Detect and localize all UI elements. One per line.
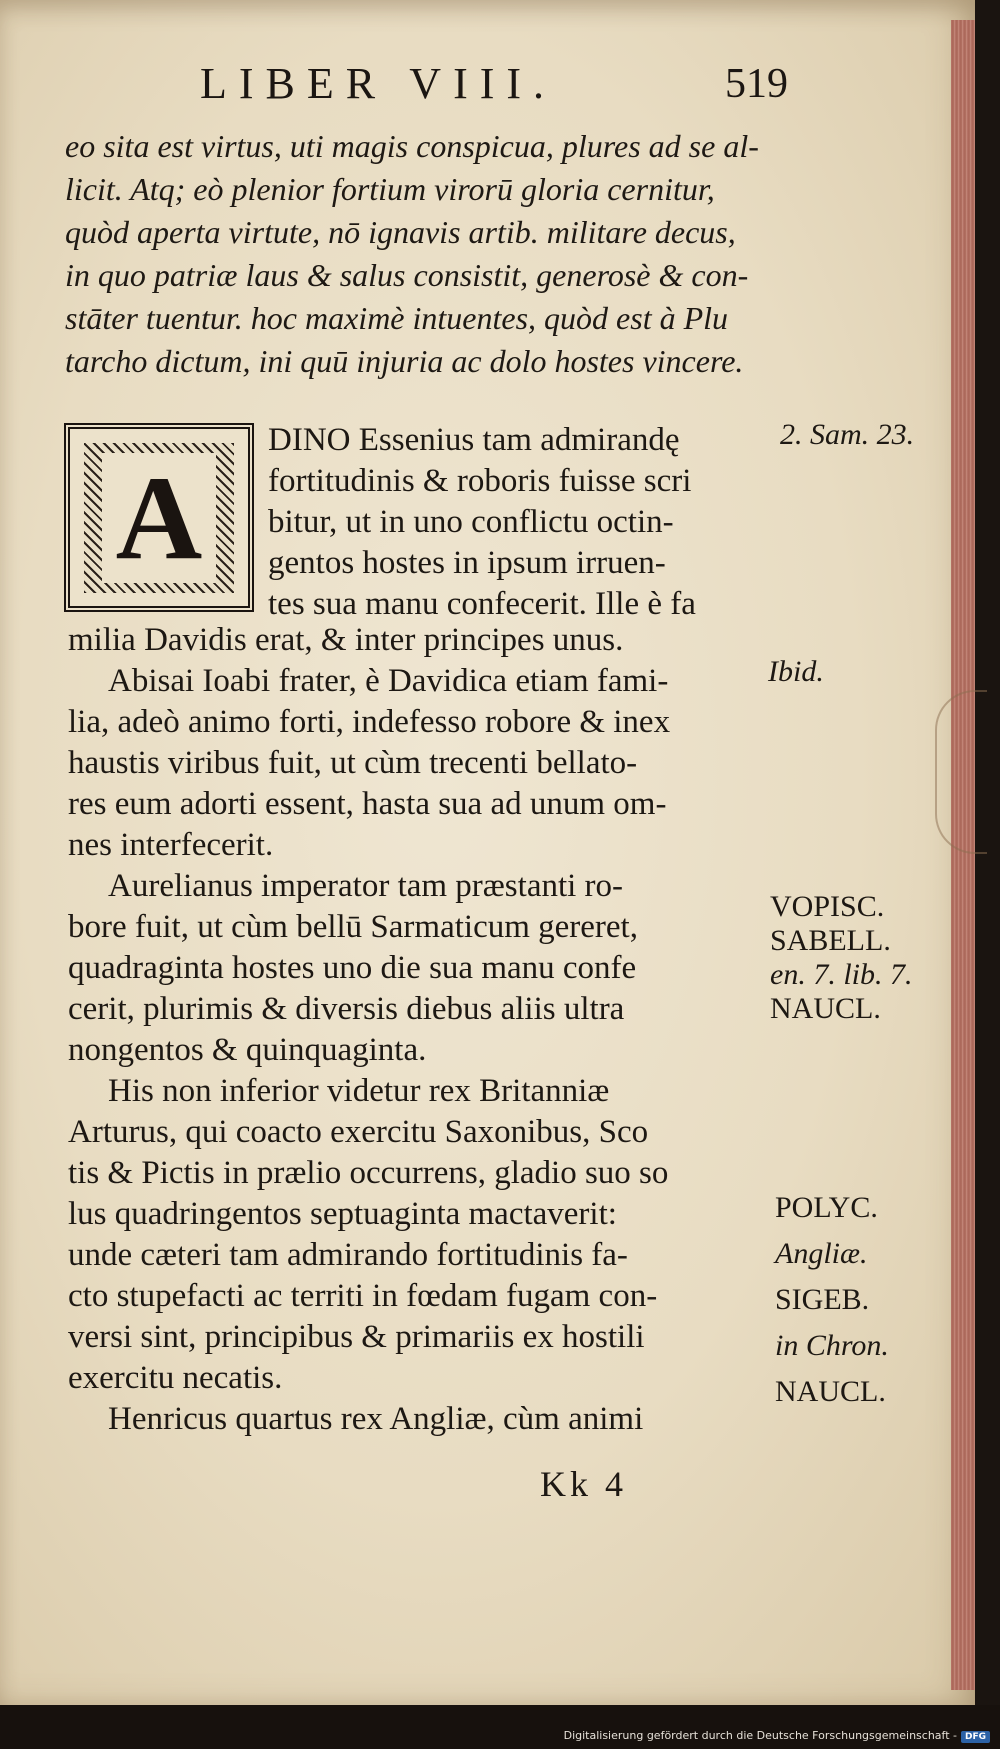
text-line: unde cæteri tam admirando fortitudinis fa- bbox=[68, 1237, 628, 1273]
text-line: haustis viribus fuit, ut cùm trecenti bellato- bbox=[68, 745, 638, 781]
initial-ornament bbox=[84, 443, 234, 593]
text-line: quòd aperta virtute, nō ignavis artib. militare decus, bbox=[65, 214, 736, 250]
text-line: nongentos & quinquaginta. bbox=[68, 1032, 427, 1068]
text-line: milia Davidis erat, & inter principes unus. bbox=[68, 622, 624, 658]
page-number: 519 bbox=[725, 61, 788, 107]
drop-cap-lines bbox=[268, 420, 696, 625]
text-line: tis & Pictis in prælio occurrens, gladio suo so bbox=[68, 1155, 669, 1191]
text-line: exercitu necatis. bbox=[68, 1360, 283, 1396]
italic-paragraph bbox=[65, 125, 785, 383]
text-line: cerit, plurimis & diversis diebus aliis ultra bbox=[68, 991, 625, 1027]
decorated-initial bbox=[64, 423, 254, 612]
text-line: Henricus quartus rex Angliæ, cùm animi bbox=[108, 1401, 644, 1437]
text-line: bore fuit, ut cùm bellū Sarmaticum gereret, bbox=[68, 909, 638, 945]
text-line: tarcho dictum, ini quū injuria ac dolo hostes vincere. bbox=[65, 343, 744, 379]
dfg-logo: DFG bbox=[961, 1731, 990, 1743]
text-line: DINO Essenius tam admirandę bbox=[268, 422, 680, 458]
margin-note-vopisc-group: VOPISC. SABELL. en. 7. lib. 7. NAUCL. bbox=[770, 890, 913, 1025]
margin-note-samuel: 2. Sam. 23. bbox=[780, 418, 915, 451]
signature-mark: Kk 4 bbox=[540, 1464, 627, 1504]
text-line: cto stupefacti ac territi in fœdam fugam con- bbox=[68, 1278, 658, 1314]
text-line: Aurelianus imperator tam præstanti ro- bbox=[108, 868, 624, 904]
initial-letter: A bbox=[102, 453, 217, 583]
footer-credit bbox=[564, 1729, 990, 1743]
running-title: LIBER VIII. bbox=[200, 59, 557, 108]
footer-credit-text: Digitalisierung gefördert durch die Deutsche Forschungsgemeinschaft - bbox=[563, 1729, 957, 1742]
text-line: licit. Atq; eò plenior fortium virorū gloria cernitur, bbox=[65, 171, 715, 207]
text-line: gentos hostes in ipsum irruen- bbox=[268, 545, 666, 581]
text-line: quadraginta hostes uno die sua manu confe bbox=[68, 950, 637, 986]
text-line: Arturus, qui coacto exercitu Saxonibus, Sco bbox=[68, 1114, 649, 1150]
book-clip bbox=[935, 690, 987, 854]
text-line: res eum adorti essent, hasta sua ad unum om- bbox=[68, 786, 667, 822]
text-line: in quo patriæ laus & salus consistit, generosè & con- bbox=[65, 257, 749, 293]
text-line: eo sita est virtus, uti magis conspicua, plures ad se al- bbox=[65, 128, 759, 164]
margin-note-polyc-group: POLYC. Angliæ. SIGEB. in Chron. NAUCL. bbox=[775, 1191, 889, 1408]
text-line: lia, adeò animo forti, indefesso robore & inex bbox=[68, 704, 671, 740]
text-line: Abisai Ioabi frater, è Davidica etiam fami- bbox=[108, 663, 669, 699]
page-edge bbox=[951, 20, 975, 1690]
text-line: stāter tuentur. hoc maximè intuentes, quòd est à Plu bbox=[65, 300, 729, 336]
text-line: His non inferior videtur rex Britanniæ bbox=[108, 1073, 610, 1109]
text-line: bitur, ut in uno conflictu octin- bbox=[268, 504, 674, 540]
text-line: fortitudinis & roboris fuisse scri bbox=[268, 463, 692, 499]
margin-note-ibid: Ibid. bbox=[768, 655, 824, 688]
footer-bar bbox=[0, 1705, 1000, 1749]
text-line: versi sint, principibus & primariis ex hostili bbox=[68, 1319, 645, 1355]
main-text bbox=[68, 620, 670, 1440]
text-line: lus quadringentos septuaginta mactaverit: bbox=[68, 1196, 617, 1232]
text-line: nes interfecerit. bbox=[68, 827, 274, 863]
text-line: tes sua manu confecerit. Ille è fa bbox=[268, 586, 696, 622]
